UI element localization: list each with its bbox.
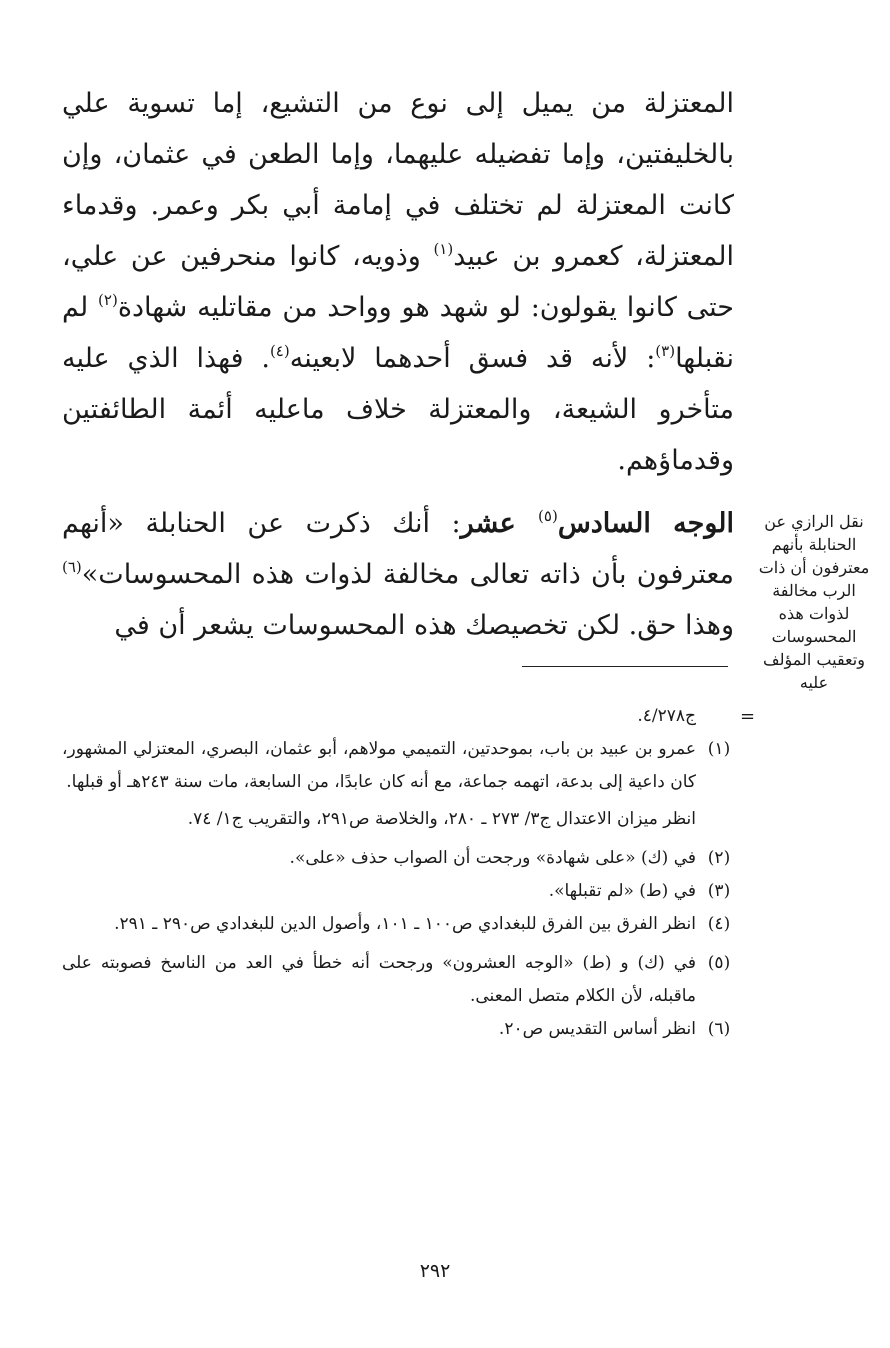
footnote-text: انظر الفرق بين الفرق للبغدادي ص١٠٠ ـ ١٠١، وأصول الدين للبغدادي ص٢٩٠ ـ ٢٩١.: [114, 914, 696, 934]
margin-note: نقل الرازي عن الحنابلة بأنهم معترفون أن ذات الرب مخالفة لذوات هذه المحسوسات وتعقيب المؤلف عليه: [758, 512, 870, 692]
footnote-number: (١): [707, 739, 731, 759]
footnote-number: (٣): [707, 881, 731, 901]
footnote-number: (٦): [707, 1019, 731, 1039]
section-heading-suffix: عشر: [460, 508, 539, 539]
paragraph-2: [62, 498, 734, 651]
footnote-continuation: [62, 700, 742, 733]
footnote-number: (٢): [707, 848, 731, 868]
page-number: ٢٩٢: [419, 1260, 451, 1282]
paragraph-text: . فهذا الذي عليه متأخرو الشيعة، والمعتزلة خلاف ماعليه أئمة الطائفتين وقدماؤهم.: [62, 343, 734, 476]
footnote-1: [62, 733, 742, 836]
footnote-ref: (٣): [655, 342, 676, 360]
footnote-4: [62, 908, 742, 941]
paragraph-text: المعتزلة من يميل إلى نوع من التشيع، إما تسوية علي بالخليفتين، وإما تفضيله عليهما، وإما الطعن في عثمان، وإن كانت المعتزلة لم تختلف في إمامة أبي بكر وعمر. وقدماء المعتزلة، كعمرو بن عبيد: [62, 88, 734, 272]
continuation-mark: =: [740, 706, 756, 727]
footnote-3: [62, 875, 742, 908]
footnote-5: [62, 947, 742, 1013]
footnote-number: (٤): [707, 914, 731, 934]
footnote-source: انظر ميزان الاعتدال ج٣/ ٢٧٣ ـ ٢٨٠، والخلاصة ص٢٩١، والتقريب ج١/ ٧٤.: [187, 809, 696, 829]
footnote-2: [62, 842, 742, 875]
footnote-number: [696, 700, 742, 733]
footnote-text: في (ك) و (ط) «الوجه العشرون» ورجحت أنه خطأ في العد من الناسخ فصوبته على ماقبله، لأن الكلام متصل المعنى.: [62, 953, 696, 1006]
footnote-number: (٥): [707, 953, 731, 973]
paragraph-text: وذويه، كانوا منحرفين عن علي، حتى كانوا يقولون: لو شهد هو وواحد من مقاتليه شهادة: [62, 241, 734, 323]
footnote-separator: [522, 666, 728, 667]
footnote-text: عمرو بن عبيد بن باب، بموحدتين، التميمي مولاهم، أبو عثمان، البصري، المعتزلي المشهور، كان داعية إلى بدعة، اتهمه جماعة، مع أنه كان عابدًا، من السابعة، مات سنة ٢٤٣هـ أو قبلها.: [62, 739, 696, 792]
footnote-text: انظر أساس التقديس ص٢٠.: [498, 1019, 696, 1039]
paragraph-text: وهذا حق. لكن تخصيصك هذه المحسوسات يشعر أن في: [114, 610, 734, 641]
footnote-ref: (٥): [538, 507, 558, 525]
footnote-text: ج٤/٢٧٨.: [637, 706, 696, 726]
paragraph-text: : لأنه قد فسق أحدهما لابعينه: [289, 343, 656, 374]
footnote-ref: (٦): [62, 558, 82, 576]
footnote-text: في (ك) «على شهادة» ورجحت أن الصواب حذف «على».: [289, 848, 696, 868]
footnote-ref: (٢): [98, 291, 118, 309]
footnote-ref: (١): [433, 240, 454, 258]
footnote-text: في (ط) «لم تقبلها».: [548, 881, 696, 901]
footnote-ref: (٤): [269, 342, 290, 360]
main-text: [62, 78, 734, 651]
paragraph-text: : أنك ذكرت عن الحنابلة «أنهم معترفون بأن ذاته تعالى مخالفة لذوات هذه المحسوسات»: [62, 508, 734, 590]
paragraph-text: لم نقبلها: [62, 292, 735, 374]
paragraph-1: [62, 78, 734, 486]
footnotes: [62, 700, 742, 1046]
footnote-6: [62, 1013, 742, 1046]
section-heading: الوجه السادس: [557, 508, 735, 539]
